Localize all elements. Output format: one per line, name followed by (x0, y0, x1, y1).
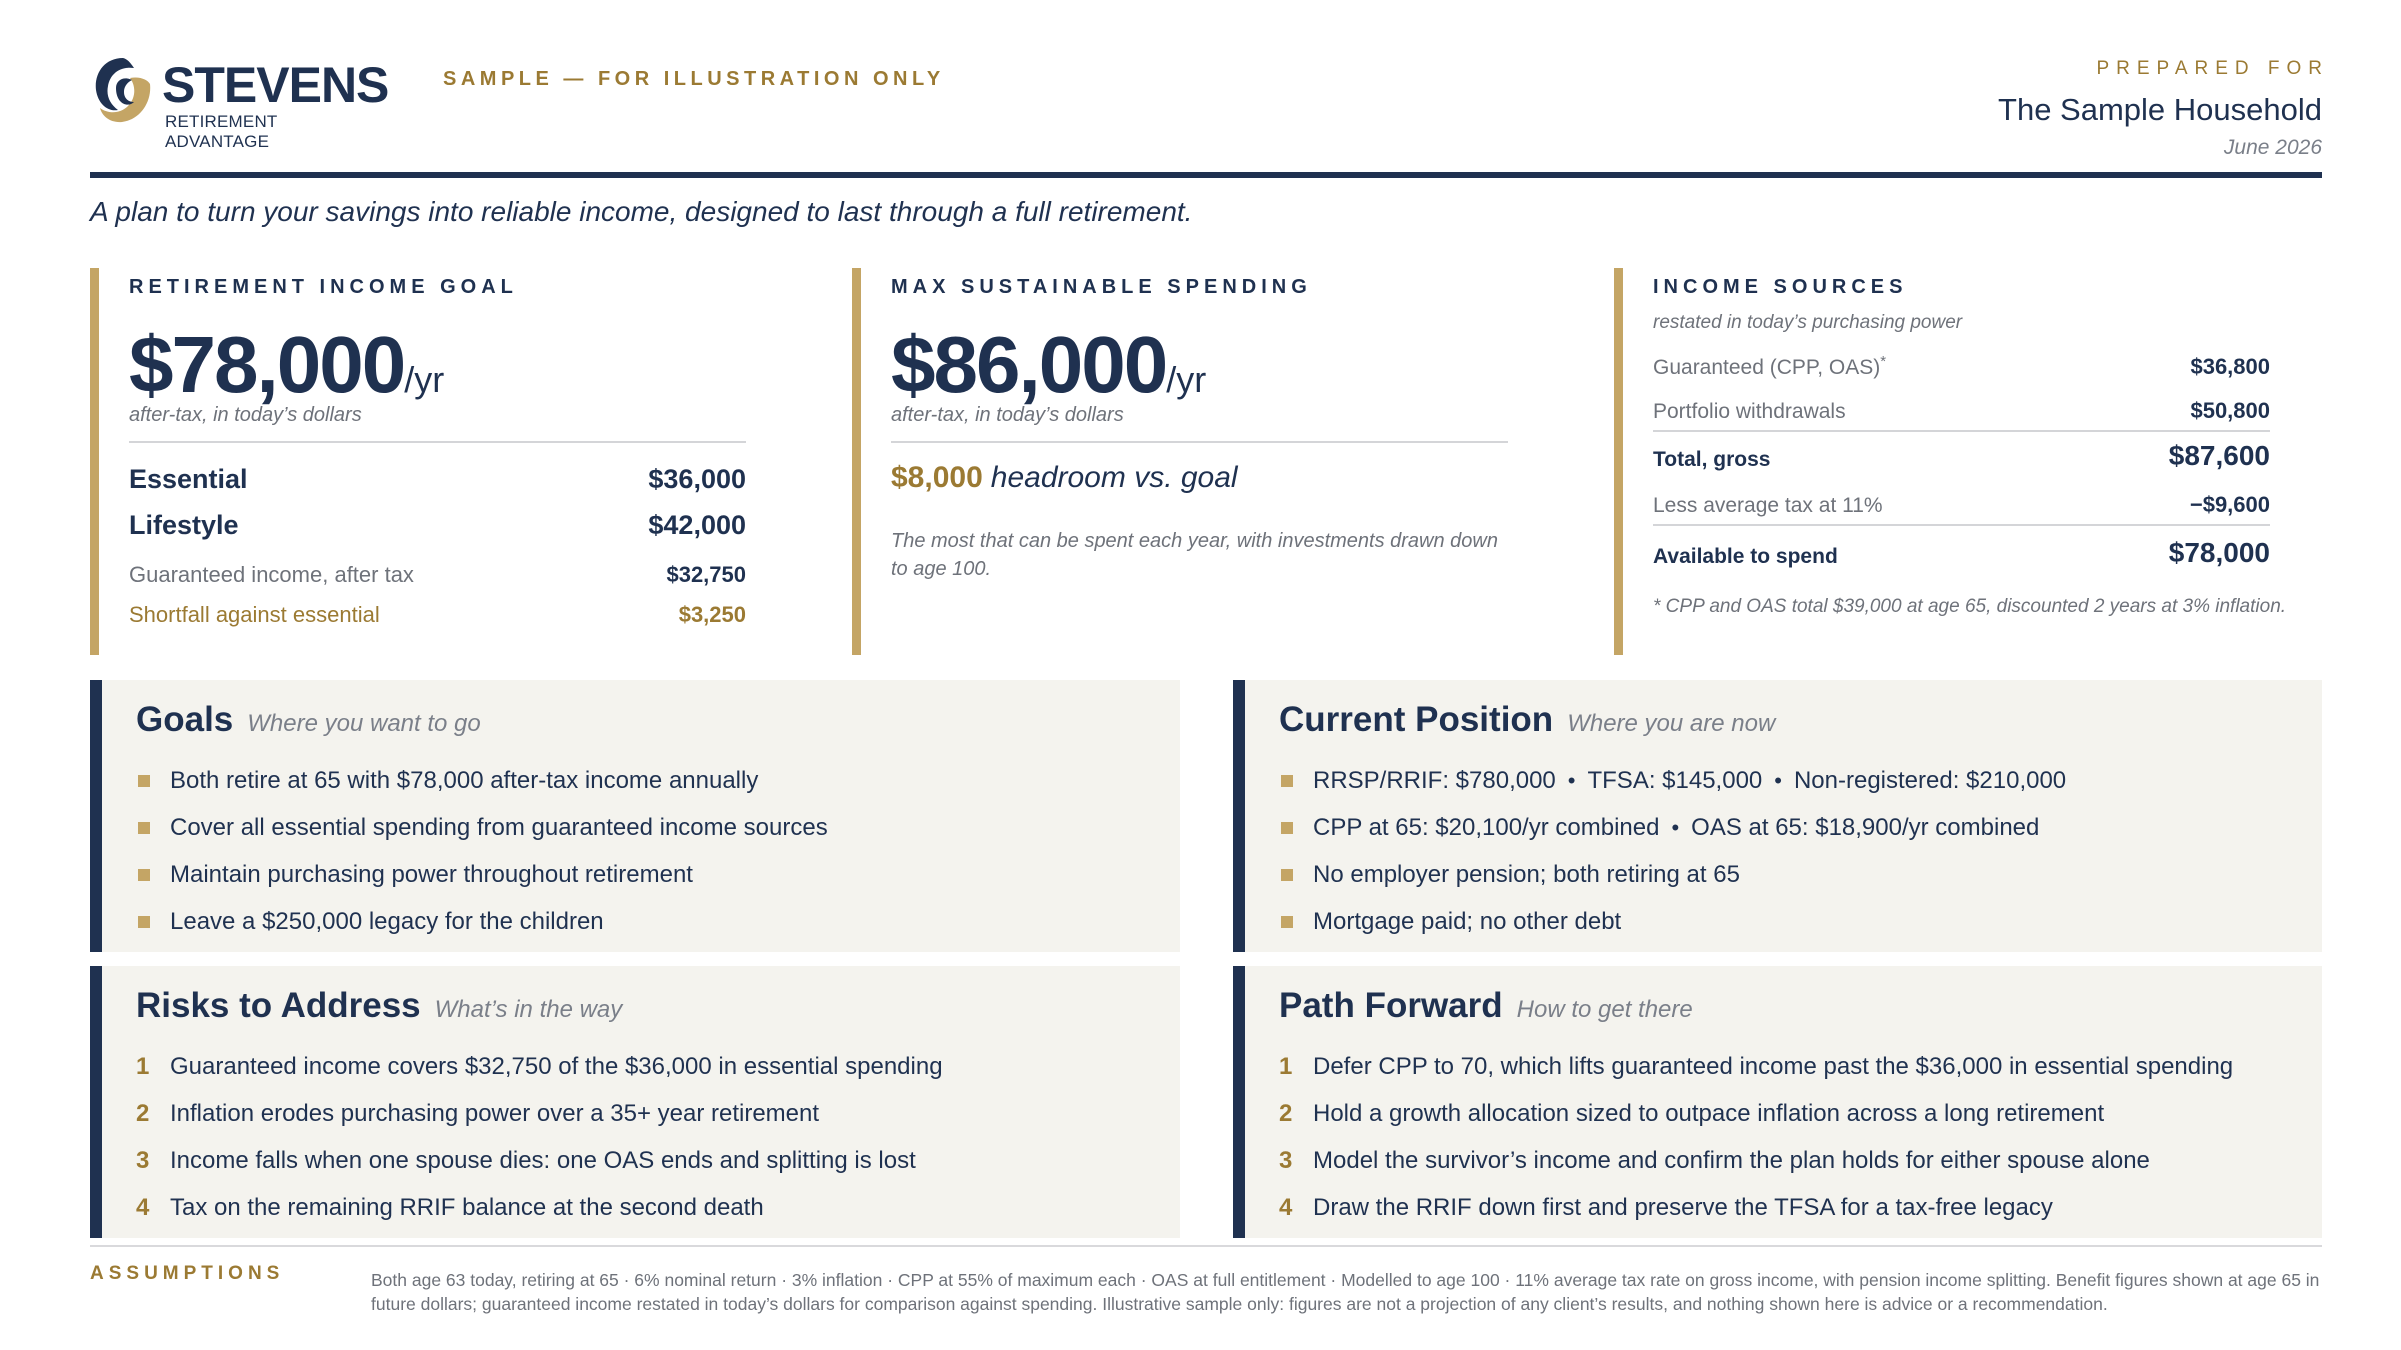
assumptions-label: ASSUMPTIONS (90, 1263, 285, 1284)
total-gross-row (1653, 442, 2270, 478)
total-gross-value: $87,600 (2168, 440, 2270, 471)
assumptions-text: Both age 63 today, retiring at 65 · 6% nominal return · 3% inflation · CPP at 55% of maximum each · OAS at full entitlement · Modelled to age 100 · 11% average tax rate on gross income, with pension income splitting. Benefit figures shown at age 65 in future dollars; guaranteed income restated in today’s dollars for comparison against spending. Illustrative sample only: figures are not a projection of any client’s results, and nothing shown here is advice or a recommendation. (371, 1270, 2320, 1314)
goals-panel (90, 680, 1180, 952)
list-item-text: Both retire at 65 with $78,000 after-tax income annually (170, 767, 759, 794)
goals-subtitle: Where you want to go (247, 710, 481, 737)
risks-title: Risks to Address (136, 986, 421, 1025)
max-spending-label: MAX SUSTAINABLE SPENDING (891, 276, 1312, 298)
lifestyle-value: $42,000 (648, 510, 746, 540)
header (90, 40, 2329, 175)
footnote-mark: * (1880, 353, 1887, 370)
header-divider (90, 172, 2322, 178)
income-goal-unit: /yr (404, 359, 445, 400)
item-number: 1 (136, 1053, 150, 1080)
item-number: 2 (1279, 1100, 1293, 1127)
list-item-text: Guaranteed income covers $32,750 of the $36,000 in essential spending (170, 1053, 943, 1080)
item-number: 4 (1279, 1194, 1293, 1221)
path-forward-subtitle: How to get there (1516, 996, 1693, 1023)
essential-label: Essential (129, 464, 248, 494)
current-position-subtitle: Where you are now (1567, 710, 1776, 737)
headroom-label: headroom vs. goal (990, 461, 1238, 494)
item-number: 3 (136, 1147, 150, 1174)
list-item (136, 813, 828, 860)
report-date: June 2026 (2223, 136, 2322, 159)
rrsp-balance: RRSP/RRIF: $780,000 (1313, 767, 1556, 794)
shortfall-value: $3,250 (678, 602, 746, 627)
square-bullet-icon (138, 869, 150, 881)
list-item (136, 1146, 943, 1193)
list-item-text: Hold a growth allocation sized to outpace inflation across a long retirement (1313, 1100, 2105, 1127)
cpp-benefit: CPP at 65: $20,100/yr combined (1313, 814, 1660, 841)
list-item (1279, 1146, 2233, 1193)
oas-benefit: OAS at 65: $18,900/yr combined (1691, 814, 2040, 841)
dot-separator-icon: • (1774, 768, 1782, 793)
income-sources-label: INCOME SOURCES (1653, 276, 1908, 298)
prepared-for-block (1998, 58, 2329, 160)
dot-separator-icon: • (1567, 768, 1576, 793)
guaranteed-value: $36,800 (2190, 354, 2270, 379)
current-position-list (1279, 766, 2066, 954)
max-spending-value: $86,000 (891, 320, 1167, 409)
shortfall-row (129, 602, 746, 632)
max-spending-note: after-tax, in today’s dollars (891, 404, 1124, 426)
list-item (136, 1099, 943, 1146)
item-number: 3 (1279, 1147, 1293, 1174)
list-item (136, 1193, 943, 1240)
non-registered-balance: Non-registered: $210,000 (1793, 767, 2067, 794)
portfolio-withdrawals-label: Portfolio withdrawals (1653, 400, 1846, 423)
path-forward-header (1279, 986, 1693, 1026)
headroom-value: $8,000 (891, 461, 983, 494)
list-item (136, 860, 828, 907)
risks-list (136, 1052, 943, 1240)
income-goal-card (90, 268, 770, 655)
income-goal-value: $78,000 (129, 320, 405, 409)
list-item (136, 1052, 943, 1099)
tfsa-balance: TFSA: $145,000 (1587, 767, 1763, 794)
list-item-text: Income falls when one spouse dies: one OAS ends and splitting is lost (170, 1147, 916, 1174)
list-item (136, 766, 828, 813)
item-number: 2 (136, 1100, 150, 1127)
square-bullet-icon (138, 822, 150, 834)
list-item (1279, 1099, 2233, 1146)
list-item (1279, 1193, 2233, 1240)
square-bullet-icon (1281, 822, 1293, 834)
logo-swirl-icon (90, 54, 156, 128)
current-position-title: Current Position (1279, 700, 1554, 739)
portfolio-withdrawals-row (1653, 396, 2270, 432)
sample-note: SAMPLE — FOR ILLUSTRATION ONLY (443, 68, 945, 90)
list-item (1279, 907, 2066, 954)
goals-header (136, 700, 481, 740)
risks-panel (90, 966, 1180, 1238)
guaranteed-row (1653, 350, 2270, 386)
essential-row (129, 464, 746, 498)
guaranteed-income-label: Guaranteed income, after tax (129, 562, 414, 587)
income-goal-label: RETIREMENT INCOME GOAL (129, 276, 518, 298)
summary-page (90, 0, 2329, 1350)
list-item (1279, 860, 2066, 907)
square-bullet-icon (138, 775, 150, 787)
path-forward-title: Path Forward (1279, 986, 1503, 1025)
portfolio-withdrawals-value: $50,800 (2190, 398, 2270, 423)
square-bullet-icon (138, 916, 150, 928)
list-item-text: Leave a $250,000 legacy for the children (170, 908, 604, 935)
current-position-panel (1233, 680, 2322, 952)
logo (90, 54, 389, 151)
logo-subtitle: RETIREMENT ADVANTAGE (165, 112, 278, 151)
path-forward-panel (1233, 966, 2322, 1238)
logo-wordmark: STEVENS (162, 57, 389, 113)
list-item-text: Defer CPP to 70, which lifts guaranteed income past the $36,000 in essential spending (1313, 1053, 2234, 1080)
available-label: Available to spend (1653, 545, 1838, 568)
income-goal-note: after-tax, in today’s dollars (129, 404, 362, 426)
essential-value: $36,000 (648, 464, 746, 494)
lifestyle-label: Lifestyle (129, 510, 239, 540)
list-item-text: Inflation erodes purchasing power over a 35+ year retirement (170, 1100, 820, 1127)
list-item-text: Tax on the remaining RRIF balance at the second death (170, 1194, 764, 1221)
available-row (1653, 539, 2270, 575)
footer-divider (90, 1245, 2322, 1247)
client-name: The Sample Household (1998, 92, 2322, 127)
total-gross-label: Total, gross (1653, 448, 1771, 471)
income-sources-card (1614, 268, 2322, 655)
shortfall-label: Shortfall against essential (129, 602, 380, 627)
list-item-text: Maintain purchasing power throughout retirement (170, 861, 693, 888)
risks-header (136, 986, 622, 1026)
square-bullet-icon (1281, 869, 1293, 881)
max-spending-card (852, 268, 1532, 655)
tax-row (1653, 490, 2270, 526)
list-item-text: Cover all essential spending from guaranteed income sources (170, 814, 828, 841)
guaranteed-label-text: Guaranteed (CPP, OAS) (1653, 356, 1881, 379)
current-position-header (1279, 700, 1775, 740)
tagline: A plan to turn your savings into reliable income, designed to last through a full retirement. (90, 196, 1193, 227)
tax-value: −$9,600 (2189, 492, 2270, 517)
item-number: 1 (1279, 1053, 1293, 1080)
list-item-text: No employer pension; both retiring at 65 (1313, 861, 1740, 888)
max-spending-unit: /yr (1166, 359, 1207, 400)
dot-separator-icon: • (1671, 815, 1680, 840)
lifestyle-row (129, 510, 746, 544)
risks-subtitle: What’s in the way (434, 996, 623, 1023)
list-item (136, 907, 828, 954)
guaranteed-income-value: $32,750 (666, 562, 746, 587)
prepared-for-label: PREPARED FOR (2096, 58, 2329, 79)
item-number: 4 (136, 1194, 150, 1221)
square-bullet-icon (1281, 775, 1293, 787)
list-item (1279, 813, 2066, 860)
goals-title: Goals (136, 700, 234, 739)
list-item-text: Draw the RRIF down first and preserve the TFSA for a tax-free legacy (1313, 1194, 2053, 1221)
max-spending-description: The most that can be spent each year, with investments drawn down to age 100. (891, 530, 1498, 580)
list-item (1279, 1052, 2233, 1099)
goals-list (136, 766, 828, 954)
guaranteed-label (1653, 353, 1886, 380)
income-sources-sublabel: restated in today’s purchasing power (1653, 312, 1963, 333)
square-bullet-icon (1281, 916, 1293, 928)
tax-label: Less average tax at 11% (1653, 494, 1883, 517)
income-sources-footnote: * CPP and OAS total $39,000 at age 65, discounted 2 years at 3% inflation. (1653, 596, 2287, 617)
list-item (1279, 766, 2066, 813)
guaranteed-income-row (129, 562, 746, 592)
divider (129, 441, 746, 443)
list-item-text: Model the survivor’s income and confirm the plan holds for either spouse alone (1313, 1147, 2150, 1174)
list-item-text: Mortgage paid; no other debt (1313, 908, 1622, 935)
available-value: $78,000 (2168, 537, 2270, 568)
headroom (891, 461, 1238, 495)
divider (891, 441, 1508, 443)
path-forward-list (1279, 1052, 2233, 1240)
